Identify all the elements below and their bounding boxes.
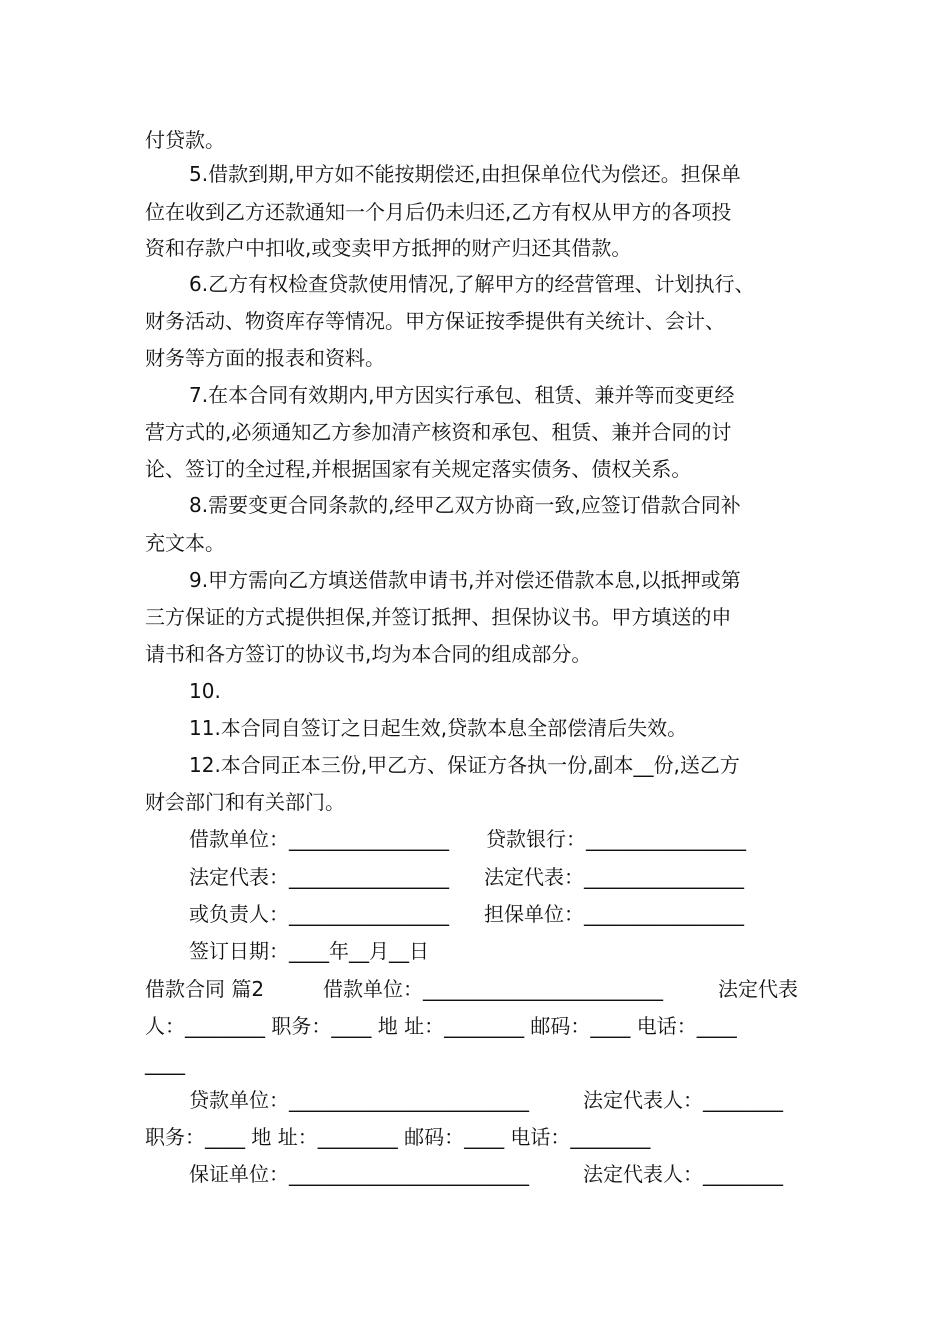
borrower-unit-field: 借款单位：________________ [189, 827, 449, 851]
clause-10-line: 10. [189, 679, 221, 703]
legal-rep-field: 法定代表：________________ [484, 865, 744, 889]
clause-7-line: 7.在本合同有效期内,甲方因实行承包、租赁、兼并等而变更经 [189, 383, 735, 407]
clause-9-line: 三方保证的方式提供担保,并签订抵押、担保协议书。甲方填送的申 [145, 605, 732, 629]
lender-details-line: 职务：____ 地 址：________ 邮码：____ 电话：________ [145, 1125, 651, 1149]
clause-9-line: 9.甲方需向乙方填送借款申请书,并对偿还借款本息,以抵押或第 [189, 568, 741, 592]
lender-unit-field: 贷款单位：________________________ [189, 1088, 529, 1112]
guarantor-unit-field: 保证单位：________________________ [189, 1162, 529, 1186]
borrower-details-line: 人：________ 职务：____ 地 址：________ 邮码：____ 电话：____ [145, 1014, 737, 1038]
clause-8-line: 8.需要变更合同条款的,经甲乙双方协商一致,应签订借款合同补 [189, 493, 741, 517]
guarantor-row [0, 1161, 950, 1187]
section-2-header-row [0, 976, 950, 1002]
clause-12-line: 12.本合同正本三份,甲乙方、保证方各执一份,副本__份,送乙方 [189, 753, 740, 777]
section-2-heading: 借款合同 篇2 [145, 977, 265, 1001]
paragraph-line: 付贷款。 [145, 128, 225, 152]
signature-row [0, 826, 950, 852]
clause-6-line: 财务活动、物资库存等情况。甲方保证按季提供有关统计、会计、 [145, 309, 725, 333]
clause-5-line: 位在收到乙方还款通知一个月后仍未归还,乙方有权从甲方的各项投 [145, 200, 732, 224]
clause-5-line: 资和存款户中扣收,或变卖甲方抵押的财产归还其借款。 [145, 236, 632, 260]
clause-6-line: 财务等方面的报表和资料。 [145, 346, 385, 370]
clause-5-line: 5.借款到期,甲方如不能按期偿还,由担保单位代为偿还。担保单 [189, 162, 741, 186]
borrower-unit-field: 借款单位：________________________ [323, 977, 663, 1001]
legal-rep-field: 法定代表：________________ [189, 865, 449, 889]
clause-8-line: 充文本。 [145, 531, 225, 555]
clause-7-line: 论、签订的全过程,并根据国家有关规定落实债务、债权关系。 [145, 457, 692, 481]
legal-rep-label: 法定代表 [718, 977, 798, 1001]
signature-row [0, 864, 950, 890]
clause-9-line: 请书和各方签订的协议书,均为本合同的组成部分。 [145, 642, 592, 666]
phone-continuation: ____ [145, 1051, 185, 1075]
responsible-person-field: 或负责人：________________ [189, 902, 449, 926]
lender-legal-rep-field: 法定代表人：________ [583, 1088, 783, 1112]
clause-12-line: 财会部门和有关部门。 [145, 790, 345, 814]
clause-11-line: 11.本合同自签订之日起生效,贷款本息全部偿清后失效。 [189, 716, 688, 740]
guarantor-legal-rep-field: 法定代表人：________ [583, 1162, 783, 1186]
signature-row [0, 901, 950, 927]
clause-6-line: 6.乙方有权检查贷款使用情况,了解甲方的经营管理、计划执行、 [189, 272, 755, 296]
signing-date-field: 签订日期：____年__月__日 [189, 939, 429, 963]
clause-7-line: 营方式的,必须通知乙方参加清产核资和承包、租赁、兼并合同的讨 [145, 420, 732, 444]
guarantor-unit-field: 担保单位：________________ [484, 902, 744, 926]
lender-row [0, 1087, 950, 1113]
lender-bank-field: 贷款银行：________________ [486, 827, 746, 851]
